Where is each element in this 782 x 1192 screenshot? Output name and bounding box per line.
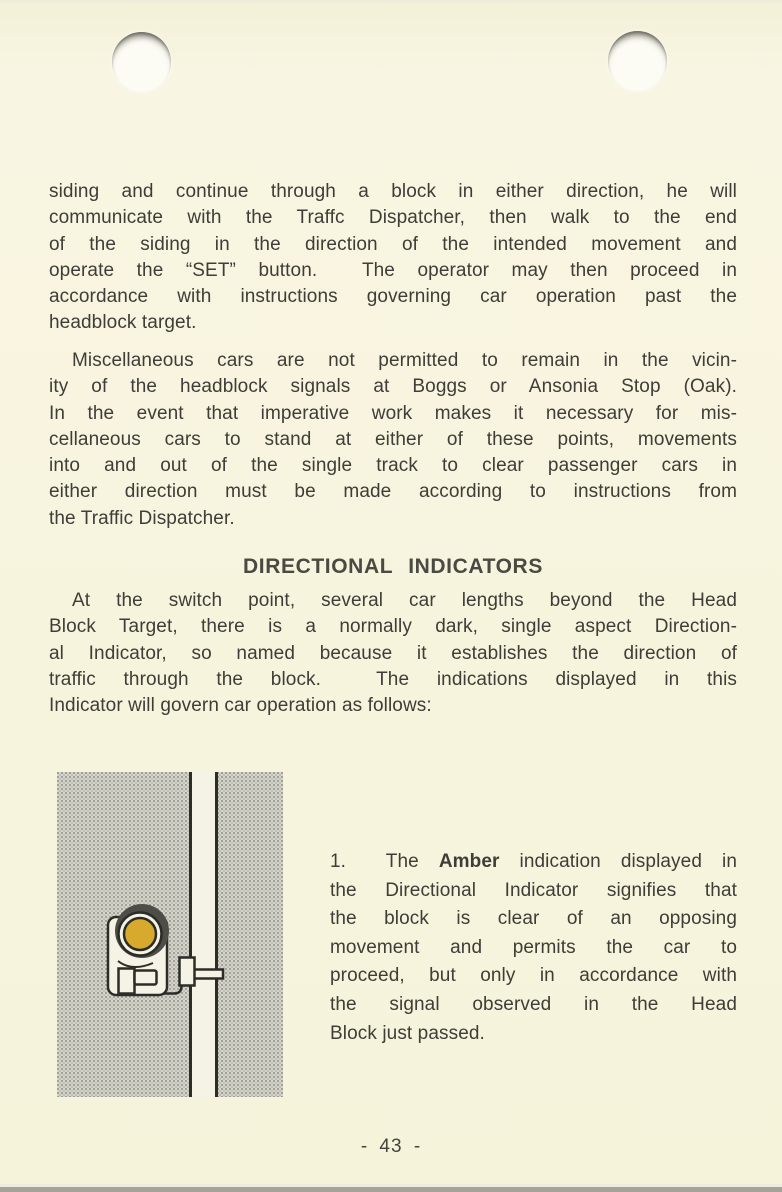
id-tag: [135, 971, 157, 985]
text-line: into and out of the single track to clear passenger cars in: [49, 455, 737, 477]
text-line: al Indicator, so named because it establishes the direction of: [49, 642, 737, 664]
text-line: either direction must be made according to instructions from: [49, 481, 737, 503]
text-line: accordance with instructions governing car operation past the: [49, 286, 737, 308]
page-number: - 43 -: [360, 1136, 422, 1157]
text-line: 1. The Amber indication displayed in: [330, 851, 737, 872]
directional-indicator-figure: [57, 772, 283, 1097]
text-line: proceed, but only in accordance with: [330, 965, 737, 987]
text-line: Miscellaneous cars are not permitted to remain in the vicin-: [72, 350, 737, 371]
emphasized-text: Amber: [438, 851, 500, 872]
mounting-bracket: [180, 958, 195, 986]
amber-lens: [124, 918, 156, 950]
paragraph-siding-operation: [49, 179, 737, 337]
text-line: Block Target, there is a normally dark, single aspect Direction-: [49, 616, 737, 638]
punch-hole-left: [112, 32, 171, 92]
paragraph-switch-point: [49, 588, 737, 719]
text-line: ity of the headblock signals at Boggs or Ansonia Stop (Oak).: [49, 376, 737, 398]
text-line: the Traffic Dispatcher.: [49, 507, 235, 529]
numbered-item-amber: [330, 848, 737, 1048]
text-line: the signal observed in the Head: [330, 993, 737, 1015]
text-line: the block is clear of an opposing: [330, 908, 737, 930]
halftone-background: [57, 772, 283, 1097]
text-line: headblock target.: [49, 312, 197, 334]
text-line: Block just passed.: [330, 1022, 485, 1044]
paragraph-miscellaneous-cars: [49, 348, 737, 532]
text-line: traffic through the block. The indications displayed in this: [49, 668, 737, 690]
text-line: movement and permits the car to: [330, 936, 737, 958]
text-line: Indicator will govern car operation as follows:: [49, 695, 432, 717]
section-heading: DIRECTIONAL INDICATORS: [243, 555, 543, 578]
text-line: cellaneous cars to stand at either of these points, movements: [49, 428, 737, 450]
signal-pole: [189, 772, 218, 1097]
text-line: siding and continue through a block in either direction, he will: [49, 181, 737, 202]
punch-hole-right: [608, 31, 667, 91]
text-line: the Directional Indicator signifies that: [330, 879, 737, 901]
mounting-bar: [194, 970, 223, 979]
text-line: of the siding in the direction of the intended movement and: [49, 233, 737, 255]
text-line: At the switch point, several car lengths beyond the Head: [72, 590, 737, 611]
number-plate: [119, 969, 135, 994]
text-line: communicate with the Traffc Dispatcher, then walk to the end: [49, 207, 737, 229]
scan-edge-bottom: [0, 1187, 782, 1192]
text-line: operate the “SET” button. The operator may then proceed in: [49, 259, 737, 281]
text-line: In the event that imperative work makes it necessary for mis-: [49, 402, 737, 424]
scan-edge-top: [0, 0, 782, 3]
signal-illustration: [57, 772, 283, 1097]
